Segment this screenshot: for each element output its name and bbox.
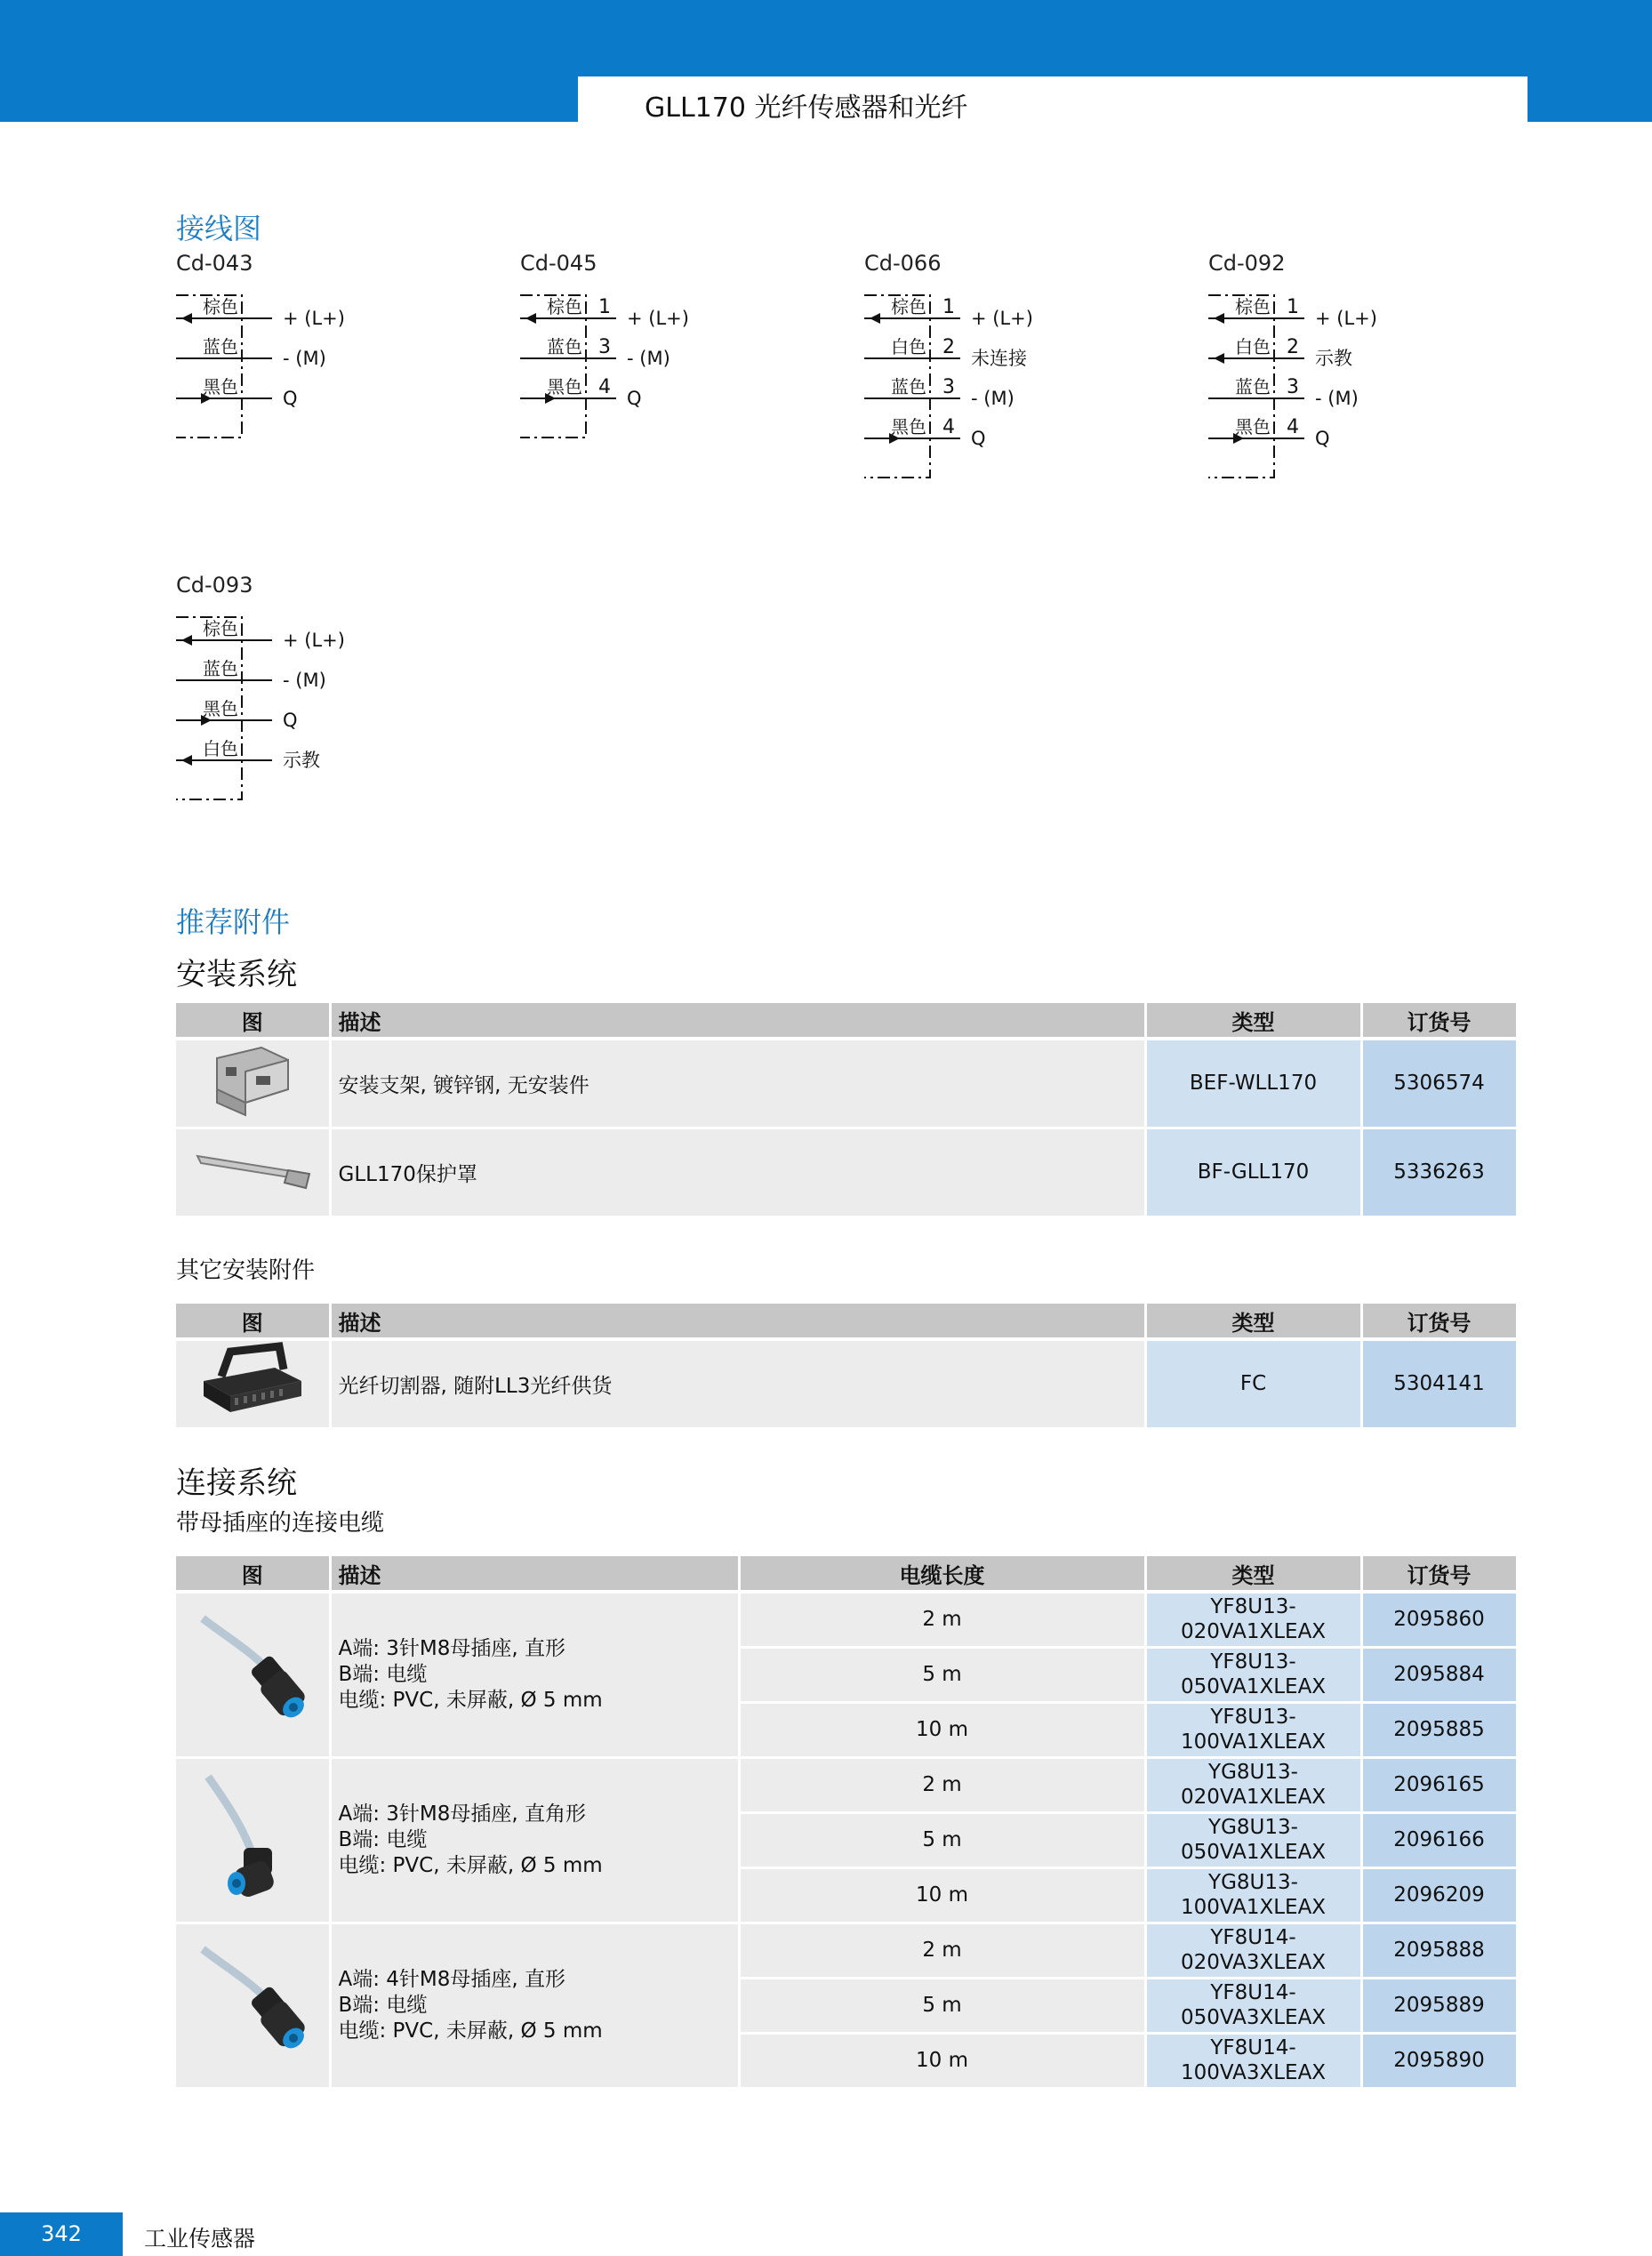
type-line: 100VA1XLEAX — [1180, 1896, 1327, 1919]
arrow-left-icon — [525, 313, 536, 324]
wire-color-label: 黑色 — [203, 376, 238, 397]
signal-label: Q — [627, 388, 642, 409]
pin-number: 3 — [598, 336, 611, 358]
other-accessories-table — [176, 1304, 1519, 1430]
signal-label: + (L+) — [1315, 308, 1377, 329]
col-header-img: 图 — [176, 1003, 330, 1039]
row-desc: GLL170保护罩 — [330, 1128, 1145, 1216]
row-type: BEF-WLL170 — [1145, 1039, 1361, 1128]
signal-label: + (L+) — [283, 308, 345, 329]
row-desc — [330, 1923, 739, 2088]
table-row — [176, 1128, 1517, 1216]
type-line: YF8U13- — [1210, 1650, 1296, 1674]
row-length: 5 m — [739, 1812, 1145, 1867]
pin-number: 2 — [942, 336, 955, 358]
row-order: 2096166 — [1361, 1812, 1517, 1867]
mounting-table — [176, 1003, 1519, 1218]
col-header-img: 图 — [176, 1304, 330, 1339]
wiring-diagram-cd043 — [176, 251, 345, 409]
col-header-img: 图 — [176, 1556, 330, 1592]
signal-label: + (L+) — [627, 308, 689, 329]
row-length: 5 m — [739, 1978, 1145, 2033]
pin-number: 3 — [942, 376, 955, 398]
wire-color-label: 黑色 — [203, 698, 238, 719]
diagram-code: Cd-066 — [864, 251, 942, 276]
row-length: 10 m — [739, 1867, 1145, 1923]
mounting-title: 安装系统 — [176, 957, 297, 992]
diagram-code: Cd-093 — [176, 573, 253, 598]
diagram-code: Cd-045 — [520, 251, 597, 276]
row-type — [1145, 1702, 1361, 1757]
row-length: 2 m — [739, 1757, 1145, 1812]
type-line: 020VA3XLEAX — [1180, 1951, 1327, 1974]
wiring-section-title: 接线图 — [176, 212, 262, 245]
table-row — [176, 1923, 1517, 1978]
row-type — [1145, 1647, 1361, 1702]
row-order: 2096209 — [1361, 1867, 1517, 1923]
col-header-desc: 描述 — [330, 1003, 1145, 1039]
row-length: 2 m — [739, 1923, 1145, 1978]
bracket-image — [176, 1039, 330, 1128]
connection-subtitle: 带母插座的连接电缆 — [176, 1510, 385, 1537]
desc-line: A端: 3针M8母插座, 直形 — [338, 1636, 566, 1660]
row-length: 10 m — [739, 2033, 1145, 2088]
wiring-diagram-cd045 — [520, 251, 689, 409]
signal-label: + (L+) — [283, 630, 345, 651]
arrow-left-icon — [181, 635, 192, 646]
row-type: BF-GLL170 — [1145, 1128, 1361, 1216]
row-type — [1145, 1757, 1361, 1812]
type-line: YF8U13- — [1210, 1595, 1296, 1619]
wire-color-label: 蓝色 — [547, 336, 582, 357]
col-header-desc: 描述 — [330, 1556, 739, 1592]
type-line: 020VA1XLEAX — [1180, 1786, 1327, 1809]
desc-line: 电缆: PVC, 未屏蔽, Ø 5 mm — [338, 2019, 603, 2043]
row-order: 5336263 — [1361, 1128, 1517, 1216]
protective-cover-image — [176, 1128, 330, 1216]
wiring-diagram-svg — [176, 614, 443, 854]
type-line: YG8U13- — [1208, 1871, 1298, 1894]
desc-line: 电缆: PVC, 未屏蔽, Ø 5 mm — [338, 1688, 603, 1712]
row-length: 5 m — [739, 1647, 1145, 1702]
signal-label: Q — [283, 710, 298, 731]
row-desc: 光纤切割器, 随附LL3光纤供货 — [330, 1339, 1145, 1428]
row-order: 2095889 — [1361, 1978, 1517, 2033]
desc-line: 电缆: PVC, 未屏蔽, Ø 5 mm — [338, 1853, 603, 1877]
type-line: 050VA1XLEAX — [1180, 1675, 1327, 1698]
col-header-order: 订货号 — [1361, 1003, 1517, 1039]
table-row — [176, 1592, 1517, 1647]
wiring-diagram-svg — [520, 292, 787, 532]
footer-section: 工业传感器 — [144, 2226, 256, 2252]
type-line: 100VA1XLEAX — [1180, 1730, 1327, 1754]
row-desc — [330, 1592, 739, 1757]
table-row — [176, 1339, 1517, 1428]
connection-title: 连接系统 — [176, 1465, 297, 1501]
signal-label: - (M) — [283, 348, 326, 369]
row-order: 2095888 — [1361, 1923, 1517, 1978]
connection-cables-table — [176, 1556, 1519, 2090]
wiring-diagram-svg — [864, 292, 1131, 532]
type-line: 050VA1XLEAX — [1180, 1841, 1327, 1864]
desc-line: A端: 4针M8母插座, 直形 — [338, 1967, 566, 1991]
arrow-left-icon — [181, 755, 192, 766]
col-header-order: 订货号 — [1361, 1556, 1517, 1592]
wire-color-label: 白色 — [1235, 336, 1271, 357]
row-type — [1145, 1592, 1361, 1647]
row-order: 2095860 — [1361, 1592, 1517, 1647]
col-header-desc: 描述 — [330, 1304, 1145, 1339]
wire-color-label: 黑色 — [891, 416, 926, 438]
wiring-diagram-cd066 — [864, 251, 1033, 449]
table-row — [176, 1039, 1517, 1128]
signal-label: - (M) — [1315, 388, 1359, 409]
signal-label: 未连接 — [971, 348, 1027, 369]
accessories-section-title: 推荐附件 — [176, 905, 291, 939]
signal-label: Q — [283, 388, 298, 409]
wire-color-label: 棕色 — [891, 296, 926, 317]
wire-color-label: 棕色 — [1235, 296, 1271, 317]
diagram-code: Cd-092 — [1208, 251, 1286, 276]
desc-line: B端: 电缆 — [338, 1662, 428, 1686]
row-order: 2095885 — [1361, 1702, 1517, 1757]
row-order: 2095890 — [1361, 2033, 1517, 2088]
straight-cable-image — [176, 1923, 330, 2088]
col-header-type: 类型 — [1145, 1556, 1361, 1592]
type-line: 100VA3XLEAX — [1180, 2061, 1327, 2084]
desc-line: B端: 电缆 — [338, 1993, 428, 2017]
wire-color-label: 蓝色 — [203, 336, 238, 357]
page-title: GLL170 光纤传感器和光纤 — [645, 92, 968, 124]
row-length: 2 m — [739, 1592, 1145, 1647]
row-type — [1145, 1978, 1361, 2033]
col-header-length: 电缆长度 — [739, 1556, 1145, 1592]
row-type — [1145, 1923, 1361, 1978]
row-desc: 安装支架, 镀锌钢, 无安装件 — [330, 1039, 1145, 1128]
pin-number: 4 — [942, 416, 955, 438]
signal-label: Q — [971, 428, 986, 449]
row-order: 2095884 — [1361, 1647, 1517, 1702]
col-header-type: 类型 — [1145, 1304, 1361, 1339]
pin-number: 4 — [598, 376, 611, 398]
arrow-left-icon — [870, 313, 880, 324]
wire-color-label: 蓝色 — [891, 376, 926, 397]
type-line: 020VA1XLEAX — [1180, 1620, 1327, 1644]
table-row — [176, 1757, 1517, 1812]
type-line: YG8U13- — [1208, 1816, 1298, 1839]
type-line: YF8U13- — [1210, 1706, 1296, 1729]
wiring-diagram-svg — [176, 292, 443, 532]
pin-number: 1 — [1287, 296, 1299, 318]
col-header-order: 订货号 — [1361, 1304, 1517, 1339]
fiber-cutter-image — [176, 1339, 330, 1428]
type-line: YF8U14- — [1210, 1926, 1296, 1949]
arrow-left-icon — [1214, 313, 1224, 324]
row-type: FC — [1145, 1339, 1361, 1428]
row-order: 5306574 — [1361, 1039, 1517, 1128]
wire-color-label: 棕色 — [203, 618, 238, 639]
row-order: 2096165 — [1361, 1757, 1517, 1812]
row-desc — [330, 1757, 739, 1923]
straight-cable-image — [176, 1592, 330, 1757]
desc-line: A端: 3针M8母插座, 直角形 — [338, 1802, 587, 1826]
diagram-code: Cd-043 — [176, 251, 253, 276]
wiring-diagram-cd092 — [1208, 251, 1377, 449]
type-line: YG8U13- — [1208, 1761, 1298, 1784]
angled-cable-image — [176, 1757, 330, 1923]
other-mounting-title: 其它安装附件 — [176, 1257, 316, 1284]
pin-number: 1 — [942, 296, 955, 318]
type-line: YF8U14- — [1210, 1981, 1296, 2004]
wire-color-label: 白色 — [891, 336, 926, 357]
wire-color-label: 蓝色 — [1235, 376, 1271, 397]
wire-color-label: 黑色 — [547, 376, 582, 397]
row-type — [1145, 2033, 1361, 2088]
wire-color-label: 棕色 — [203, 296, 238, 317]
wire-color-label: 棕色 — [547, 296, 582, 317]
arrow-left-icon — [181, 313, 192, 324]
row-order: 5304141 — [1361, 1339, 1517, 1428]
signal-label: + (L+) — [971, 308, 1033, 329]
arrow-left-icon — [1214, 353, 1224, 364]
row-type — [1145, 1812, 1361, 1867]
row-type — [1145, 1867, 1361, 1923]
signal-label: Q — [1315, 428, 1330, 449]
pin-number: 1 — [598, 296, 611, 318]
pin-number: 2 — [1287, 336, 1299, 358]
pin-number: 3 — [1287, 376, 1299, 398]
signal-label: - (M) — [283, 670, 326, 691]
pin-number: 4 — [1287, 416, 1299, 438]
wiring-diagram-svg — [1208, 292, 1475, 532]
row-length: 10 m — [739, 1702, 1145, 1757]
wire-color-label: 白色 — [203, 738, 238, 759]
wiring-diagram-cd093 — [176, 573, 345, 771]
signal-label: 示教 — [283, 750, 320, 771]
signal-label: 示教 — [1315, 348, 1352, 369]
type-line: 050VA3XLEAX — [1180, 2006, 1327, 2029]
col-header-type: 类型 — [1145, 1003, 1361, 1039]
page-number: 342 — [0, 2212, 123, 2256]
wire-color-label: 黑色 — [1235, 416, 1271, 438]
desc-line: B端: 电缆 — [338, 1827, 428, 1851]
signal-label: - (M) — [627, 348, 670, 369]
signal-label: - (M) — [971, 388, 1014, 409]
type-line: YF8U14- — [1210, 2036, 1296, 2059]
wire-color-label: 蓝色 — [203, 658, 238, 679]
